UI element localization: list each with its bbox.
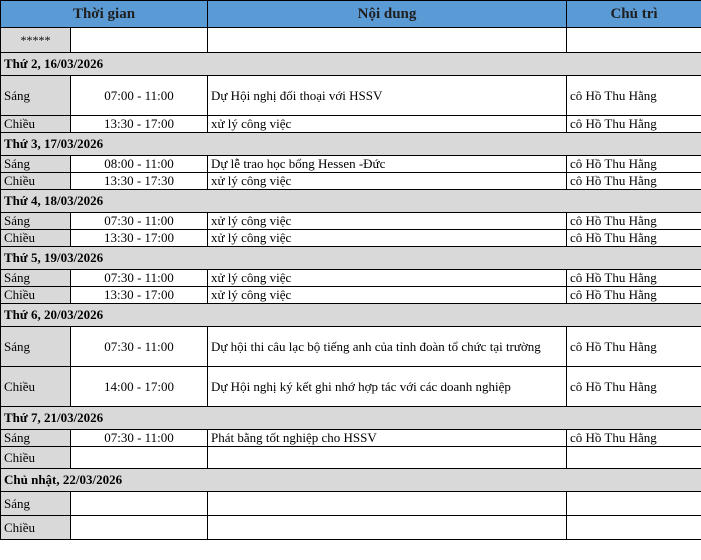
empty-cell [567,28,701,53]
time-cell: 07:00 - 11:00 [71,76,208,116]
content-cell: xử lý công việc [208,116,567,133]
chair-cell: cô Hồ Thu Hằng [567,173,701,190]
day-header-row [1,247,701,270]
session-label: Sáng [1,327,71,367]
session-label: Chiều [1,516,71,540]
session-label: Chiều [1,230,71,247]
session-label: Chiều [1,447,71,469]
session-label: Sáng [1,430,71,447]
content-cell: xử lý công việc [208,270,567,287]
session-row [1,447,701,469]
day-label: Thứ 7, 21/03/2026 [1,407,701,430]
chair-cell: cô Hồ Thu Hằng [567,430,701,447]
session-row [1,516,701,540]
chair-cell: cô Hồ Thu Hằng [567,270,701,287]
day-label: Thứ 2, 16/03/2026 [1,53,701,76]
chair-cell [567,447,701,469]
session-label: Chiều [1,287,71,304]
session-row [1,327,701,367]
session-row [1,492,701,516]
header-time: Thời gian [1,1,208,28]
session-row [1,287,701,304]
header-content: Nội dung [208,1,567,28]
session-row [1,76,701,116]
header-row [1,1,701,28]
time-cell: 13:30 - 17:00 [71,230,208,247]
content-cell: Dự Hội nghị đối thoại với HSSV [208,76,567,116]
chair-cell [567,516,701,540]
day-label: Thứ 5, 19/03/2026 [1,247,701,270]
stars-row [1,28,701,53]
session-row [1,367,701,407]
content-cell: xử lý công việc [208,287,567,304]
content-cell [208,447,567,469]
chair-cell: cô Hồ Thu Hằng [567,156,701,173]
stars-cell: ***** [1,28,71,53]
day-header-row [1,407,701,430]
chair-cell: cô Hồ Thu Hằng [567,287,701,304]
chair-cell: cô Hồ Thu Hằng [567,213,701,230]
day-header-row [1,304,701,327]
session-row [1,116,701,133]
time-cell: 14:00 - 17:00 [71,367,208,407]
session-row [1,213,701,230]
session-label: Chiều [1,116,71,133]
time-cell [71,492,208,516]
session-row [1,173,701,190]
content-cell [208,492,567,516]
session-label: Sáng [1,213,71,230]
time-cell: 13:30 - 17:00 [71,116,208,133]
session-label: Sáng [1,492,71,516]
chair-cell [567,492,701,516]
day-header-row [1,133,701,156]
session-label: Chiều [1,173,71,190]
time-cell: 08:00 - 11:00 [71,156,208,173]
day-header-row [1,469,701,492]
content-cell: Dự hội thi câu lạc bộ tiếng anh của tỉnh đoàn tổ chức tại trường [208,327,567,367]
session-label: Sáng [1,76,71,116]
content-cell: Dự Hội nghị ký kết ghi nhớ hợp tác với các doanh nghiệp [208,367,567,407]
time-cell: 13:30 - 17:00 [71,287,208,304]
day-label: Thứ 6, 20/03/2026 [1,304,701,327]
content-cell: xử lý công việc [208,173,567,190]
content-cell: Dự lễ trao học bổng Hessen -Đức [208,156,567,173]
session-label: Sáng [1,156,71,173]
content-cell: xử lý công việc [208,230,567,247]
day-label: Thứ 4, 18/03/2026 [1,190,701,213]
time-cell [71,516,208,540]
chair-cell: cô Hồ Thu Hằng [567,116,701,133]
day-header-row [1,190,701,213]
session-row [1,430,701,447]
time-cell: 07:30 - 11:00 [71,327,208,367]
day-label: Chủ nhật, 22/03/2026 [1,469,701,492]
session-label: Chiều [1,367,71,407]
session-row [1,270,701,287]
session-row [1,156,701,173]
chair-cell: cô Hồ Thu Hằng [567,230,701,247]
empty-cell [71,28,208,53]
time-cell [71,447,208,469]
time-cell: 07:30 - 11:00 [71,430,208,447]
time-cell: 13:30 - 17:30 [71,173,208,190]
content-cell: xử lý công việc [208,213,567,230]
session-label: Sáng [1,270,71,287]
empty-cell [208,28,567,53]
day-label: Thứ 3, 17/03/2026 [1,133,701,156]
content-cell: Phát bằng tốt nghiệp cho HSSV [208,430,567,447]
chair-cell: cô Hồ Thu Hằng [567,367,701,407]
header-chair: Chủ trì [567,1,701,28]
chair-cell: cô Hồ Thu Hằng [567,327,701,367]
session-row [1,230,701,247]
chair-cell: cô Hồ Thu Hằng [567,76,701,116]
time-cell: 07:30 - 11:00 [71,270,208,287]
content-cell [208,516,567,540]
time-cell: 07:30 - 11:00 [71,213,208,230]
day-header-row [1,53,701,76]
